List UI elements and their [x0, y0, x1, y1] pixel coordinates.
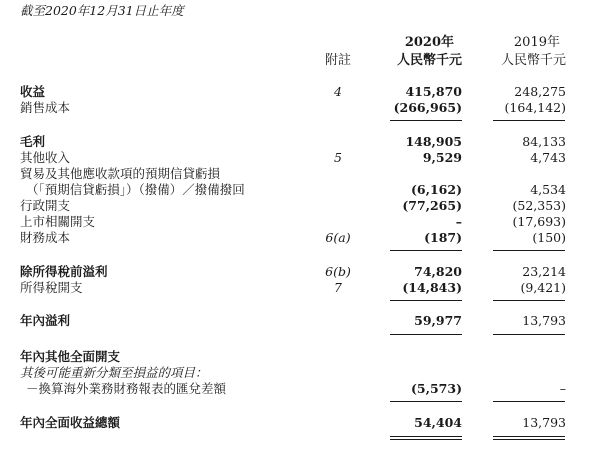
subtotal-rule-2020	[390, 120, 462, 121]
row-label-revenue: 收益	[20, 84, 46, 99]
value-2019-revenue: 248,275	[514, 84, 566, 99]
value-2020-income-tax: (14,843)	[402, 280, 462, 295]
row-label-profit-before-tax: 除所得稅前溢利	[20, 264, 108, 279]
row-label-ecl-line1: 貿易及其他應收款項的預期信貸虧損	[20, 166, 221, 181]
unit-2020-header: 人民幣千元	[396, 53, 462, 68]
note-other-income: 5	[334, 150, 342, 165]
value-2019-finance-costs: (150)	[532, 230, 566, 245]
subtotal-rule-2019	[493, 250, 565, 251]
value-2019-cost-of-sales: (164,142)	[504, 100, 566, 115]
value-2019-listing-expenses: (17,693)	[512, 214, 566, 229]
value-2019-admin-expenses: (52,353)	[512, 198, 566, 213]
value-2019-gross-profit: 84,133	[522, 134, 566, 149]
year-2020-header: 2020年	[404, 35, 454, 50]
row-label-admin-expenses: 行政開支	[20, 198, 71, 213]
subtotal-rule-2019	[493, 401, 565, 402]
value-2019-oci-fx: –	[559, 381, 566, 396]
subtotal-rule-2020	[390, 300, 462, 301]
row-label-finance-costs: 財務成本	[20, 230, 71, 245]
value-2020-other-income: 9,529	[422, 150, 462, 165]
row-label-oci-fx: －換算海外業務財務報表的匯兌差額	[26, 381, 227, 396]
subtotal-rule-2020	[390, 401, 462, 402]
value-2019-profit-before-tax: 23,214	[522, 264, 566, 279]
value-2019-ecl: 4,534	[530, 182, 566, 197]
subtotal-rule-2019	[493, 334, 565, 335]
period-title: 截至2020年12月31日止年度	[20, 3, 184, 18]
value-2020-profit-for-year: 59,977	[414, 313, 462, 328]
row-label-other-income: 其他收入	[20, 150, 71, 165]
value-2020-finance-costs: (187)	[424, 230, 462, 245]
value-2020-listing-expenses: –	[455, 214, 462, 229]
value-2020-total-comprehensive: 54,404	[414, 415, 462, 430]
subtotal-rule-2020	[390, 250, 462, 251]
value-2019-income-tax: (9,421)	[520, 280, 566, 295]
note-income-tax: 7	[334, 280, 342, 295]
row-label-oci-reclass: 其後可能重新分類至損益的項目：	[20, 365, 208, 380]
unit-2019-header: 人民幣千元	[500, 53, 566, 68]
value-2020-cost-of-sales: (266,965)	[393, 100, 462, 115]
value-2019-profit-for-year: 13,793	[522, 313, 566, 328]
total-double-rule-2020	[390, 439, 462, 440]
row-label-cost-of-sales: 銷售成本	[20, 100, 71, 115]
row-label-income-tax: 所得稅開支	[20, 280, 83, 295]
row-label-listing-expenses: 上市相關開支	[20, 214, 96, 229]
row-label-oci-title: 年內其他全面開支	[20, 349, 121, 364]
subtotal-rule-2020	[390, 334, 462, 335]
value-2019-total-comprehensive: 13,793	[522, 415, 566, 430]
value-2020-ecl: (6,162)	[411, 182, 462, 197]
row-label-ecl-line2: （「預期信貸虧損」）（撥備）／撥備撥回	[26, 182, 245, 197]
subtotal-rule-2019	[493, 300, 565, 301]
value-2019-other-income: 4,743	[530, 150, 566, 165]
row-label-gross-profit: 毛利	[20, 134, 46, 149]
note-column-header: 附註	[324, 53, 351, 68]
value-2020-revenue: 415,870	[405, 84, 462, 99]
subtotal-rule-2019	[493, 120, 565, 121]
row-label-profit-for-year: 年內溢利	[20, 313, 71, 328]
total-double-rule-2019	[493, 436, 565, 437]
value-2020-profit-before-tax: 74,820	[414, 264, 462, 279]
total-double-rule-2020	[390, 436, 462, 437]
value-2020-admin-expenses: (77,265)	[402, 198, 462, 213]
year-2019-header: 2019年	[513, 35, 560, 50]
row-label-total-comprehensive: 年內全面收益總額	[20, 415, 121, 430]
total-double-rule-2019	[493, 439, 565, 440]
value-2020-oci-fx: (5,573)	[411, 381, 462, 396]
note-revenue: 4	[334, 84, 342, 99]
note-finance-costs: 6(a)	[325, 230, 351, 245]
value-2020-gross-profit: 148,905	[405, 134, 462, 149]
note-profit-before-tax: 6(b)	[325, 264, 351, 279]
